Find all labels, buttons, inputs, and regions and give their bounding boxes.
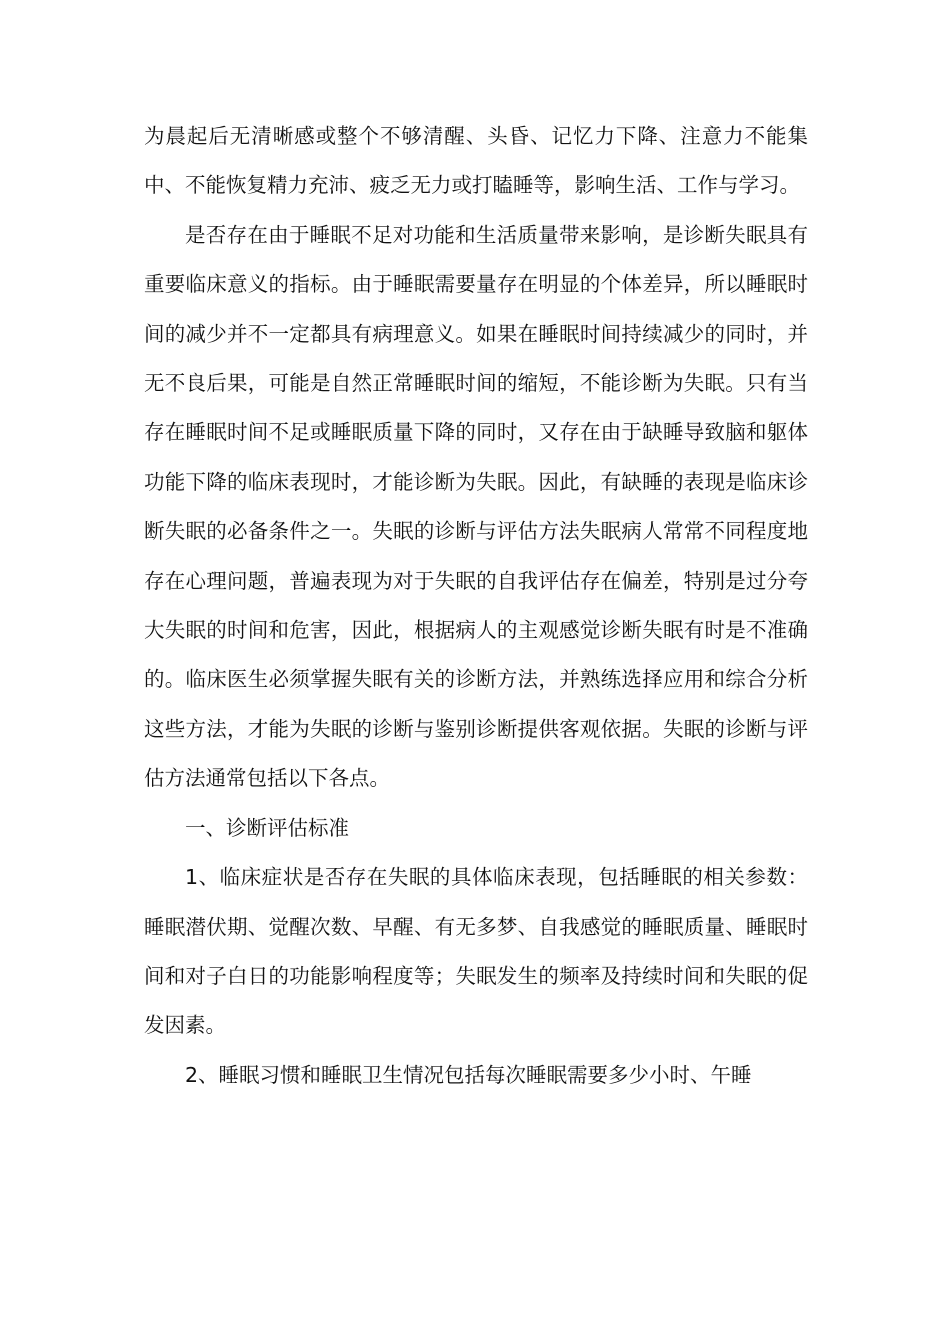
document-body — [144, 112, 808, 1100]
paragraph-insomnia-diagnosis: 是否存在由于睡眠不足对功能和生活质量带来影响，是诊断失眠具有重要临床意义的指标。由于睡眠需要量存在明显的个体差异，所以睡眠时间的减少并不一定都具有病理意义。如果在睡眠时间持续减少的同时，并无不良后果，可能是自然正常睡眠时间的缩短，不能诊断为失眠。只有当存在睡眠时间不足或睡眠质量下降的同时，又存在由于缺睡导致脑和躯体功能下降的临床表现时，才能诊断为失眠。因此，有缺睡的表现是临床诊断失眠的必备条件之一。失眠的诊断与评估方法失眠病人常常不同程度地存在心理问题，普遍表现为对于失眠的自我评估存在偏差，特别是过分夸大失眠的时间和危害，因此，根据病人的主观感觉诊断失眠有时是不准确的。临床医生必须掌握失眠有关的诊断方法，并熟练选择应用和综合分析这些方法，才能为失眠的诊断与鉴别诊断提供客观依据。失眠的诊断与评估方法通常包括以下各点。 — [144, 222, 808, 791]
paragraph-clinical-symptoms: 1、临床症状是否存在失眠的具体临床表现，包括睡眠的相关参数：睡眠潜伏期、觉醒次数、早醒、有无多梦、自我感觉的睡眠质量、睡眠时间和对子白日的功能影响程度等；失眠发生的频率及持续时间和失眠的促发因素。 — [144, 865, 808, 1038]
paragraph-sleep-habits: 2、睡眠习惯和睡眠卫生情况包括每次睡眠需要多少小时、午睡 — [185, 1062, 752, 1087]
section-heading-assessment-criteria: 一、诊断评估标准 — [185, 815, 349, 840]
paragraph-continuation: 为晨起后无清晰感或整个不够清醒、头昏、记忆力下降、注意力不能集中、不能恢复精力充沛、疲乏无力或打瞌睡等，影响生活、工作与学习。 — [144, 124, 808, 198]
